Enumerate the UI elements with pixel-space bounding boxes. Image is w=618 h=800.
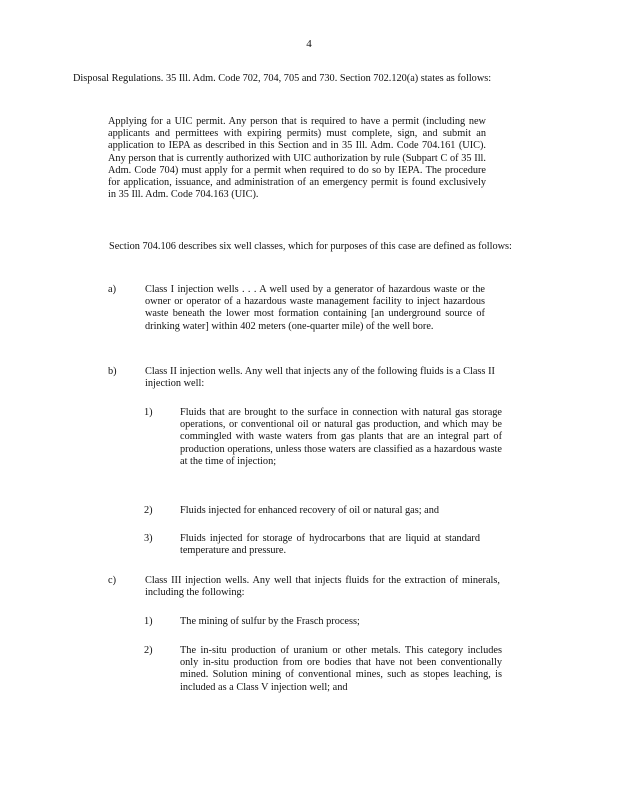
sub-item-label: 2): [144, 505, 153, 516]
paragraph-section-704-106: Section 704.106 describes six well classes, which for purposes of this case are defined as follows:: [109, 241, 512, 252]
sub-item-label: 1): [144, 407, 153, 418]
sub-item-label: 2): [144, 645, 153, 656]
sub-item-text: Fluids that are brought to the surface in connection with natural gas storage operations, or conventional oil or natural gas production, and which may be commingled with waste waters from gas plants that are an integral part of production operations, unless those waters are classified as a hazardous waste at the time of injection;: [180, 407, 502, 467]
sub-item-text: The mining of sulfur by the Frasch process;: [180, 616, 360, 627]
sub-item-text: Fluids injected for storage of hydrocarbons that are liquid at standard temperature and pressure.: [180, 533, 480, 557]
paragraph-intro: Disposal Regulations. 35 Ill. Adm. Code 702, 704, 705 and 730. Section 702.120(a) states as follows:: [73, 73, 492, 84]
block-quote-702-120a: Applying for a UIC permit. Any person that is required to have a permit (including new applicants and permittees with expiring permits) must complete, sign, and submit an application to IEPA as described in this Section and in 35 Ill. Adm. Code 704.161 (UIC). Any person that is currently authorized with UIC authorization by rule (Subpart C of 35 Ill. Adm. Code 704) must apply for a permit when required to do so by IEPA. The procedure for application, issuance, and administration of an emergency permit is found exclusively in 35 Ill. Adm. Code 704.163 (UIC).: [108, 116, 486, 201]
list-item-label: a): [108, 284, 116, 295]
list-item-text: Class III injection wells. Any well that injects fluids for the extraction of minerals, including the following:: [145, 575, 500, 599]
page-number: 4: [306, 38, 312, 50]
list-item-text: Class II injection wells. Any well that injects any of the following fluids is a Class II injection well:: [145, 366, 495, 390]
sub-item-label: 3): [144, 533, 153, 544]
list-item-text: Class I injection wells . . . A well used by a generator of hazardous waste or the owner or operator of a hazardous waste management facility to inject hazardous waste beneath the lower most formation containing [an underground source of drinking water] within 402 meters (one-quarter mile) of the well bore.: [145, 284, 485, 332]
sub-item-text: The in-situ production of uranium or other metals. This category includes only in-situ production from ore bodies that have not been conventionally mined. Solution mining of conventional mines, such as stopes leaching, is included as a Class V injection well; and: [180, 645, 502, 693]
list-item-label: b): [108, 366, 117, 377]
sub-item-label: 1): [144, 616, 153, 627]
list-item-label: c): [108, 575, 116, 586]
sub-item-text: Fluids injected for enhanced recovery of oil or natural gas; and: [180, 505, 440, 516]
